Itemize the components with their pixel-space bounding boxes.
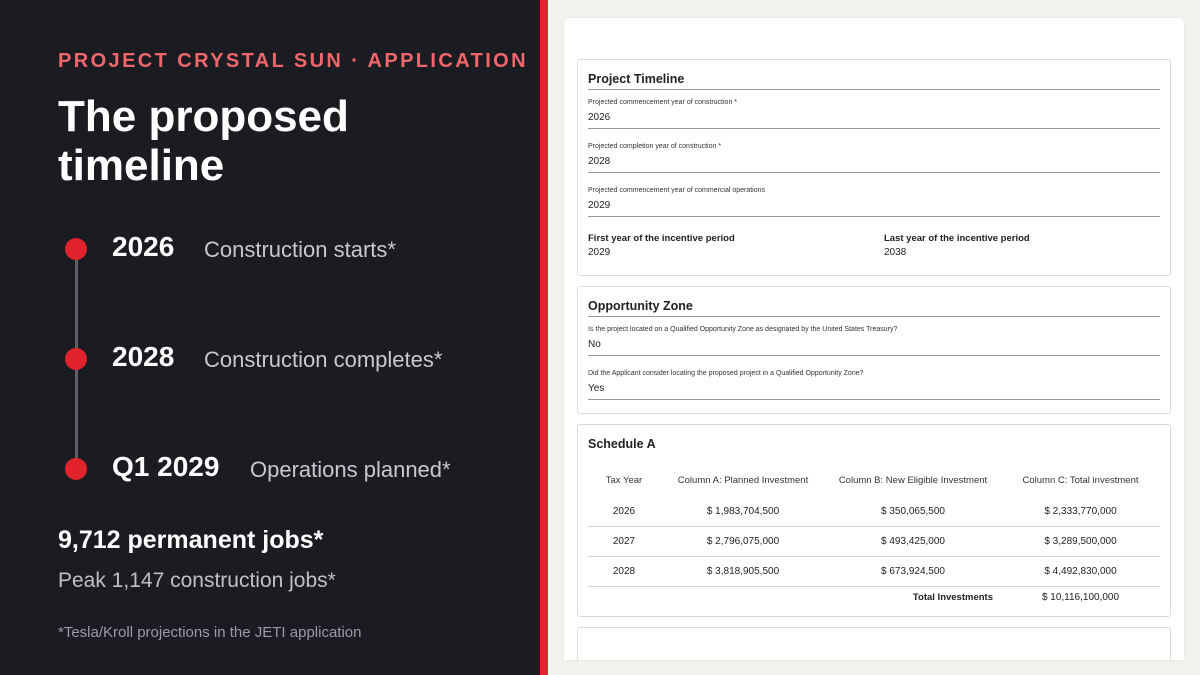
timeline-year: 2028: [112, 341, 175, 372]
field-label: Projected commencement year of construction *: [588, 99, 738, 106]
timeline-description: Construction completes*: [204, 347, 443, 372]
section-title: Opportunity Zone: [588, 299, 693, 313]
field-value[interactable]: Yes: [588, 383, 605, 394]
timeline-dot: [65, 458, 87, 480]
kicker: PROJECT CRYSTAL SUN · APPLICATION: [58, 50, 528, 72]
field-value[interactable]: 2029: [588, 200, 611, 211]
timeline-dot: [65, 348, 87, 370]
incentive-last-label: Last year of the incentive period: [884, 233, 1030, 244]
table-cell: $ 3,289,500,000: [1044, 536, 1117, 547]
table-cell: $ 673,924,500: [881, 566, 945, 577]
incentive-first-label: First year of the incentive period: [588, 233, 735, 244]
table-cell: $ 493,425,000: [881, 536, 945, 547]
field-underline: [588, 128, 1160, 129]
table-cell: $ 3,818,905,500: [706, 566, 780, 577]
field-value[interactable]: No: [588, 339, 601, 350]
table-cell: 2027: [612, 536, 636, 547]
field-underline: [588, 355, 1160, 356]
column-header: Column C: Total investment: [1022, 475, 1139, 486]
table-cell: $ 1,983,704,500: [706, 506, 780, 517]
footnote: *Tesla/Kroll projections in the JETI application: [58, 624, 362, 641]
timeline-description: Operations planned*: [250, 457, 451, 482]
timeline-year: Q1 2029: [112, 451, 220, 482]
table-cell: $ 2,796,075,000: [706, 536, 780, 547]
field-label: Projected completion year of construction *: [588, 143, 722, 150]
section-title: Schedule A: [588, 437, 656, 451]
field-value[interactable]: 2026: [588, 112, 611, 123]
table-cell: $ 350,065,500: [881, 506, 945, 517]
accent-divider: [540, 0, 548, 675]
section-title: Project Timeline: [588, 72, 685, 86]
project-timeline-section: [577, 59, 1171, 276]
row-divider: [588, 586, 1160, 587]
construction-jobs: Peak 1,147 construction jobs*: [58, 569, 336, 592]
section-rule: [588, 316, 1160, 317]
row-divider: [588, 526, 1160, 527]
section-rule: [588, 89, 1160, 90]
field-value[interactable]: 2028: [588, 156, 611, 167]
timeline-dot: [65, 238, 87, 260]
next-section-edge: [577, 627, 1171, 660]
table-cell: $ 2,333,770,000: [1044, 506, 1117, 517]
timeline-year: 2026: [112, 231, 175, 262]
field-underline: [588, 399, 1160, 400]
slide-panel: [0, 0, 540, 675]
headline: The proposed timeline: [58, 92, 349, 190]
field-label: Projected commencement year of commercial operations: [588, 187, 766, 194]
incentive-first-value[interactable]: 2029: [588, 247, 611, 258]
field-label: Is the project located on a Qualified Opportunity Zone as designated by the United States Treasury?: [588, 326, 898, 333]
row-divider: [588, 556, 1160, 557]
field-underline: [588, 172, 1160, 173]
table-cell: $ 4,492,830,000: [1044, 566, 1117, 577]
schedule-a-section: [577, 424, 1171, 617]
field-label: Did the Applicant consider locating the proposed project in a Qualified Opportunity Zone?: [588, 370, 864, 377]
total-value: $ 10,116,100,000: [1041, 592, 1120, 603]
table-cell: 2026: [612, 506, 636, 517]
column-header: Tax Year: [605, 475, 643, 486]
opportunity-zone-section: [577, 286, 1171, 414]
timeline-description: Construction starts*: [204, 237, 396, 262]
table-cell: 2028: [612, 566, 636, 577]
incentive-last-value[interactable]: 2038: [884, 247, 907, 258]
column-header: Column A: Planned Investment: [677, 475, 809, 486]
application-document: [564, 18, 1184, 660]
permanent-jobs: 9,712 permanent jobs*: [58, 526, 324, 554]
field-underline: [588, 216, 1160, 217]
total-label: Total Investments: [912, 592, 993, 603]
column-header: Column B: New Eligible Investment: [838, 475, 988, 486]
